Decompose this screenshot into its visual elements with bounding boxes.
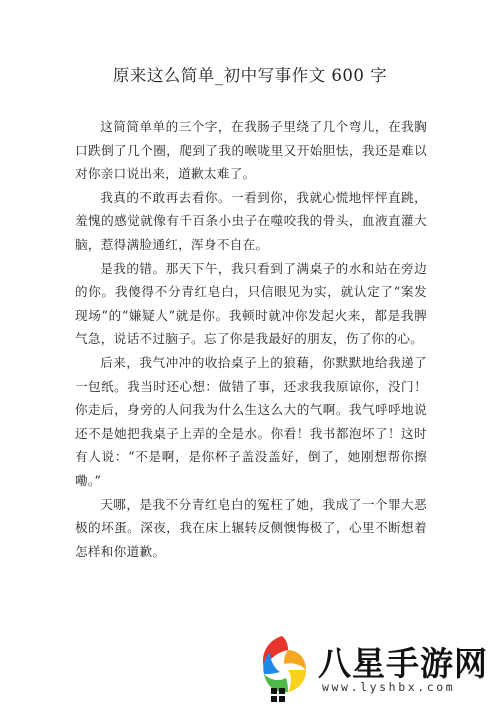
article-body bbox=[75, 115, 427, 563]
paragraph: 我真的不敢再去看你。一看到你，我就心慌地怦怦直跳，羞愧的感觉就像有千百条小虫子在噬咬我的骨头，血液直灌大脑，惹得满脸通红，浑身不自在。 bbox=[75, 189, 427, 252]
paragraph: 这简简单单的三个字，在我肠子里绕了几个弯儿，在我胸口跌倒了几个圈，爬到了我的喉咙里又开始胆怯，我还是难以对你亲口说出来，道歉太难了。 bbox=[75, 119, 427, 182]
page-title: 原来这么简单_初中写事作文 600 字 bbox=[112, 66, 388, 85]
watermark-url: www.lyshbx.com bbox=[322, 680, 456, 694]
paragraph: 后来，我气冲冲的收拾桌子上的狼藉，你默默地给我递了一包纸。我当时还心想：做错了事，还求我我原谅你，没门！你走后，身旁的人问我为什么生这么大的气啊。我气呼呼地说还不是她把我桌子上弄的全是水。你看！我书都泡坏了！这时有人说：“不是啊，是你杯子盖没盖好，倒了，她刚想帮你擦嘞。” bbox=[75, 354, 427, 488]
watermark-brand: 八星手游网 bbox=[318, 644, 488, 683]
paragraph: 天哪，是我不分青红皂白的冤枉了她，我成了一个罪大恶极的坏蛋。深夜，我在床上辗转反侧懊悔极了，心里不断想着怎样和你道歉。 bbox=[75, 496, 427, 559]
watermark bbox=[248, 628, 500, 708]
colorful-leaf-logo-icon bbox=[248, 628, 318, 706]
paragraph: 是我的错。那天下午，我只看到了满桌子的水和站在旁边的你。我傻得不分青红皂白，只信眼见为实，就认定了“案发现场”的“嫌疑人”就是你。我顿时就冲你发起火来，都是我脾气急，说话不过脑子。忘了你是我最好的朋友，伤了你的心。 bbox=[75, 260, 427, 347]
